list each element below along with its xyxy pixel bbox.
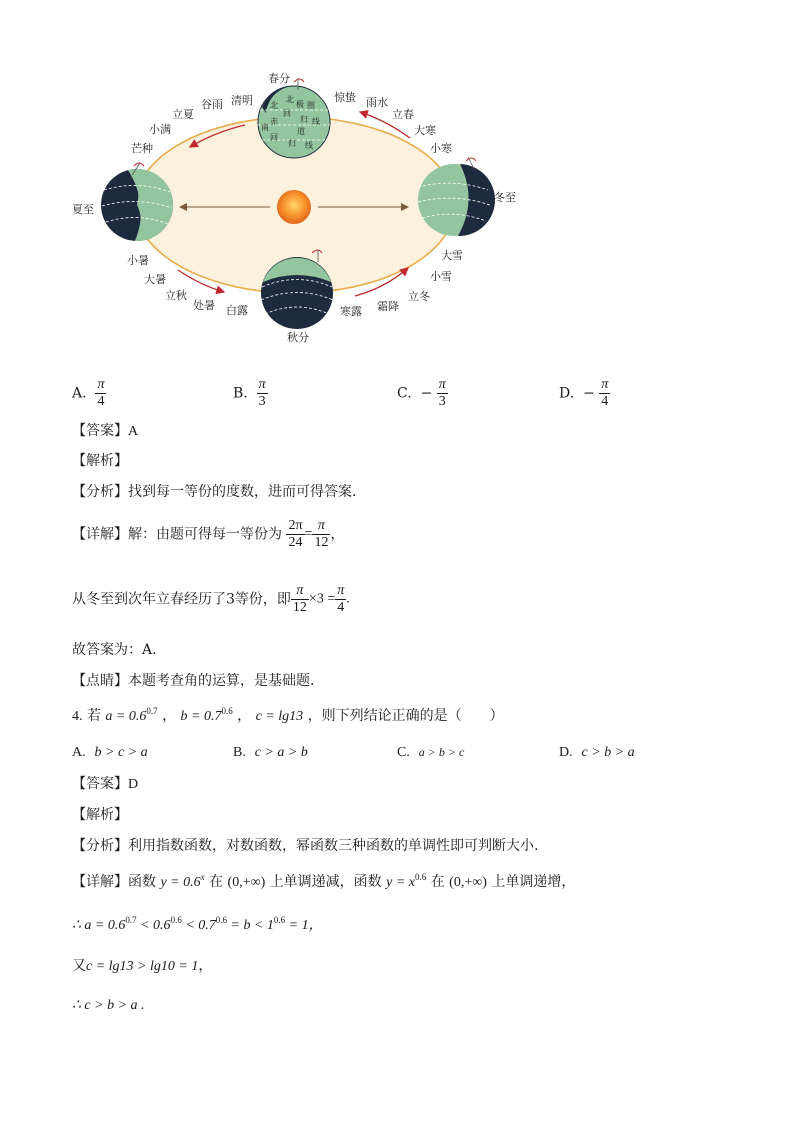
option-text: b > c > a bbox=[94, 745, 148, 760]
numerator: π bbox=[337, 583, 345, 598]
denominator: 3 bbox=[258, 394, 266, 409]
answer-value: D bbox=[128, 777, 139, 792]
term-chushu: 处暑 bbox=[193, 299, 215, 312]
exponent: 0.7 bbox=[146, 706, 158, 716]
denominator: 3 bbox=[438, 394, 446, 409]
q4-stem: 4. 若 $a = 0.6^{0.7}$ ， $b = 0.7^{0.6}$ ， c = lg13 ，则下列结论正确的是（ ） bbox=[72, 706, 504, 724]
exponent: 0.6 bbox=[170, 915, 182, 925]
q4-analysis-tag: 【解析】 bbox=[72, 807, 128, 823]
option-text: a > b > c bbox=[418, 745, 465, 759]
sun bbox=[277, 190, 311, 224]
numerator: π bbox=[438, 377, 446, 392]
fraction bbox=[437, 377, 448, 410]
q3-answer bbox=[72, 422, 138, 441]
q3-analysis-tag: 【解析】 bbox=[72, 453, 128, 469]
xiangjie-tag: 【详解】 bbox=[72, 526, 128, 543]
option-label: D. bbox=[559, 745, 573, 760]
exponent: 0.6 bbox=[221, 706, 233, 716]
term-shuangjiang: 霜降 bbox=[377, 300, 399, 313]
fraction bbox=[291, 583, 309, 616]
fraction bbox=[599, 377, 610, 410]
line-text: 函数 bbox=[128, 874, 156, 890]
globe-label: 线 bbox=[312, 117, 320, 126]
option-label: D. bbox=[559, 385, 575, 402]
term-mangzhong: 芒种 bbox=[131, 142, 153, 155]
globe-label: 归 bbox=[300, 115, 308, 124]
fraction bbox=[286, 518, 304, 551]
question-number: 4. bbox=[72, 709, 83, 724]
globe-label: 线 bbox=[305, 141, 313, 150]
term-xiaoman: 小满 bbox=[149, 123, 171, 136]
dianjing-tag: 【点睛】 bbox=[72, 673, 128, 689]
denominator: 4 bbox=[601, 394, 609, 409]
option-label: A. bbox=[72, 385, 87, 402]
fenxi-text: 找到每一等份的度数，进而可得答案． bbox=[128, 484, 366, 500]
term-xiaoxue: 小雪 bbox=[430, 270, 452, 283]
math-func: y = x bbox=[386, 875, 416, 890]
numerator: π bbox=[258, 377, 266, 392]
math-interval: (0,+∞) bbox=[449, 875, 487, 890]
xiangjie-text: 解：由题可得每一等份为 bbox=[128, 526, 282, 543]
math-text: < 0.6 bbox=[136, 918, 171, 933]
punct: . bbox=[346, 591, 350, 607]
exponent: 0.6 bbox=[415, 872, 427, 882]
term-qingming: 清明 bbox=[231, 94, 253, 107]
term-autumn-equinox: 秋分 bbox=[287, 331, 309, 344]
term-spring-equinox: 春分 bbox=[268, 72, 290, 85]
minus-sign: − bbox=[420, 385, 433, 402]
math-b: b = 0.7 bbox=[180, 709, 222, 724]
equals-sign: = bbox=[304, 526, 313, 542]
fraction bbox=[257, 377, 268, 410]
answer-tag: 【答案】 bbox=[72, 776, 128, 792]
line-text: 在 bbox=[430, 874, 445, 890]
term-hanlu: 寒露 bbox=[340, 305, 362, 318]
numerator: 2π bbox=[288, 518, 303, 533]
option-label: C. bbox=[397, 385, 412, 402]
line-text: 上单调递增， bbox=[491, 874, 576, 890]
term-jingzhe: 惊蛰 bbox=[334, 91, 356, 104]
minus-sign: − bbox=[583, 385, 595, 402]
denominator: 12 bbox=[292, 600, 307, 615]
math-text: ∴ a = 0.6 bbox=[72, 918, 126, 933]
numerator: π bbox=[97, 377, 105, 392]
punct: ， bbox=[198, 958, 213, 974]
line-text: 在 bbox=[209, 874, 224, 890]
term-daxue: 大雪 bbox=[441, 249, 463, 262]
globe-label: 极 bbox=[296, 100, 304, 109]
xiangjie-tag: 【详解】 bbox=[72, 874, 128, 890]
stem-text: ，则下列结论正确的是（ ） bbox=[307, 708, 504, 724]
q3-conclusion: 故答案为：A. bbox=[72, 642, 157, 658]
punct: ， bbox=[330, 526, 345, 543]
math-interval: (0,+∞) bbox=[227, 875, 266, 890]
denominator: 12 bbox=[314, 535, 329, 550]
term-xiaohan: 小寒 bbox=[430, 142, 452, 155]
term-xiaoshu: 小暑 bbox=[127, 254, 149, 267]
math-a: a = 0.6 bbox=[105, 709, 147, 724]
math-text: c = lg13 > lg10 = 1 bbox=[86, 959, 199, 974]
term-dahan: 大寒 bbox=[414, 124, 436, 137]
globe-spring-equinox bbox=[258, 78, 330, 158]
globe-label: 南 bbox=[261, 123, 269, 132]
term-lichun: 立春 bbox=[392, 108, 414, 121]
fenxi-tag: 【分析】 bbox=[72, 838, 128, 854]
numerator: π bbox=[291, 583, 309, 600]
globe-label: 北 bbox=[286, 95, 294, 104]
q4-answer bbox=[72, 775, 138, 794]
denominator: 4 bbox=[97, 394, 105, 409]
math-func: y = 0.6 bbox=[160, 875, 201, 890]
globe-label: 回 bbox=[270, 133, 278, 142]
q4-fenxi bbox=[72, 837, 538, 855]
stem-text: 若 bbox=[86, 708, 101, 724]
line-text: 上单调递减，函数 bbox=[269, 874, 382, 890]
option-label: B. bbox=[233, 745, 246, 760]
fraction bbox=[335, 583, 346, 616]
math-text: = b < 1 bbox=[227, 918, 274, 933]
option-label: B. bbox=[233, 385, 248, 402]
q3-xiangjie bbox=[72, 518, 344, 558]
math-text: = 1， bbox=[285, 918, 323, 933]
line-text: 从冬至到次年立春经历了3等份，即 bbox=[72, 591, 291, 608]
solar-terms-diagram bbox=[0, 0, 794, 350]
option-text: c > b > a bbox=[581, 745, 635, 760]
term-winter-solstice: 冬至 bbox=[494, 191, 516, 204]
numerator: π bbox=[312, 518, 330, 535]
q4-line2 bbox=[72, 916, 323, 935]
fenxi-tag: 【分析】 bbox=[72, 484, 128, 500]
math-text: ∴ c > b > a . bbox=[72, 998, 145, 1013]
option-c[interactable] bbox=[397, 377, 448, 410]
denominator: 4 bbox=[337, 600, 345, 615]
option-a[interactable] bbox=[72, 377, 106, 410]
math-text: ×3 = bbox=[308, 591, 336, 607]
q4-line4 bbox=[72, 996, 145, 1015]
numerator: π bbox=[601, 377, 609, 392]
q3-options bbox=[72, 368, 732, 409]
q4-option-b[interactable] bbox=[233, 743, 308, 762]
q4-option-c[interactable] bbox=[397, 743, 464, 762]
globe-label: 赤 bbox=[270, 117, 278, 126]
option-b[interactable] bbox=[233, 377, 268, 410]
term-liqiu: 立秋 bbox=[165, 289, 187, 302]
term-lixia: 立夏 bbox=[172, 108, 194, 121]
globe-label: 归 bbox=[288, 139, 296, 148]
dianjing-text: 本题考查角的运算，是基础题. bbox=[128, 673, 315, 689]
exponent: 0.6 bbox=[215, 915, 228, 925]
exponent: 0.6 bbox=[273, 915, 286, 925]
q3-fenxi bbox=[72, 483, 366, 501]
q4-line3 bbox=[72, 957, 212, 976]
globe-label: 回 bbox=[283, 109, 291, 118]
fenxi-text: 利用指数函数，对数函数，幂函数三种函数的单调性即可判断大小. bbox=[128, 838, 539, 854]
q3-dianjing bbox=[72, 672, 314, 690]
term-lidong: 立冬 bbox=[408, 290, 430, 303]
term-dashu: 大暑 bbox=[144, 273, 166, 286]
term-guyu: 谷雨 bbox=[201, 98, 223, 111]
globe-label: 北 bbox=[270, 101, 278, 110]
exponent: x bbox=[200, 872, 205, 882]
fraction bbox=[95, 377, 106, 410]
math-c: c = lg13 bbox=[255, 709, 304, 724]
q4-xiangjie bbox=[72, 873, 575, 892]
q4-option-d[interactable] bbox=[559, 743, 635, 762]
denominator: 24 bbox=[288, 535, 303, 550]
option-d[interactable] bbox=[559, 377, 610, 410]
option-label: A. bbox=[72, 745, 86, 760]
term-yushui: 雨水 bbox=[366, 96, 388, 109]
term-bailu: 白露 bbox=[226, 304, 248, 317]
fraction bbox=[312, 518, 330, 551]
exponent: 0.7 bbox=[125, 915, 137, 925]
globe-label: 圈 bbox=[307, 101, 315, 110]
math-text: < 0.7 bbox=[181, 918, 216, 933]
q3-line2 bbox=[72, 583, 350, 623]
line-text: 又 bbox=[72, 958, 86, 974]
globe-label: 道 bbox=[297, 127, 305, 136]
q4-option-a[interactable] bbox=[72, 743, 148, 762]
answer-value: A bbox=[128, 424, 139, 439]
term-summer-solstice: 夏至 bbox=[72, 203, 94, 216]
option-label: C. bbox=[397, 745, 410, 760]
option-text: c > a > b bbox=[254, 745, 308, 760]
answer-tag: 【答案】 bbox=[72, 423, 128, 439]
